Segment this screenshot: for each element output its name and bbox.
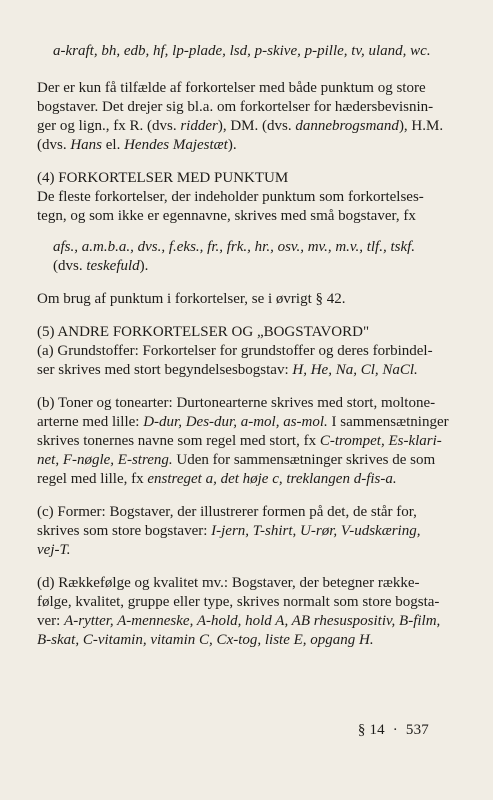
- cross-reference: Om brug af punktum i forkortelser, se i øvrigt § 42.: [37, 291, 346, 307]
- section-5: [37, 323, 465, 650]
- text-line: ser skrives med stort begyndelsesbogstav: H, He, Na, Cl, NaCl.: [37, 362, 418, 378]
- text-line: De fleste forkortelser, der indeholder punktum som forkortelses-: [37, 189, 424, 205]
- text-line: ger og lign., fx R. (dvs. ridder), DM. (dvs. dannebrogsmand), H.M.: [37, 118, 444, 134]
- section-heading: (4) FORKORTELSER MED PUNKTUM: [37, 170, 289, 186]
- text-line: Der er kun få tilfælde af forkortelser med både punktum og store: [37, 80, 426, 96]
- text-line: vej-T.: [37, 542, 71, 558]
- page-footer: [358, 722, 429, 739]
- text-line: (a) Grundstoffer: Forkortelser for grundstoffer og deres forbindel-: [37, 343, 433, 359]
- abbreviation-examples: a-kraft, bh, edb, hf, lp-plade, lsd, p-skive, p-pille, tv, uland, wc.: [53, 43, 431, 59]
- text-line: B-skat, C-vitamin, vitamin C, Cx-tog, liste E, opgang H.: [37, 632, 374, 648]
- example-line: (dvs. teskefuld).: [53, 258, 149, 274]
- text-line: net, F-nøgle, E-streng. Uden for sammensætninger skrives de som: [37, 452, 436, 468]
- section-4: [37, 169, 465, 309]
- text-line: skrives tonernes navne som regel med stort, fx C-trompet, Es-klari-: [37, 433, 442, 449]
- text-line: (dvs. Hans el. Hendes Majestæt).: [37, 137, 237, 153]
- text-line: ver: A-rytter, A-menneske, A-hold, hold A, AB rhesuspositiv, B-film,: [37, 613, 441, 629]
- example-line: afs., a.m.b.a., dvs., f.eks., fr., frk., hr., osv., mv., m.v., tlf., tskf.: [53, 239, 416, 255]
- text-line: bogstaver. Det drejer sig bl.a. om forkortelser for hædersbevisnin-: [37, 99, 434, 115]
- text-line: (c) Former: Bogstaver, der illustrerer formen på det, de står for,: [37, 504, 417, 520]
- paragraph-honors: [37, 79, 465, 155]
- text-line: (d) Rækkefølge og kvalitet mv.: Bogstaver, der betegner række-: [37, 575, 420, 591]
- text-line: skrives som store bogstaver: I-jern, T-shirt, U-rør, V-udskæring,: [37, 523, 421, 539]
- text-line: regel med lille, fx enstreget a, det høje c, treklangen d-fis-a.: [37, 471, 397, 487]
- separator-dot: ·: [392, 722, 398, 738]
- text-line: følge, kvalitet, gruppe eller type, skrives normalt som store bogsta-: [37, 594, 440, 610]
- text-line: (b) Toner og tonearter: Durtonearterne skrives med stort, moltone-: [37, 395, 436, 411]
- page-content: [37, 42, 465, 650]
- page-number: 537: [405, 722, 429, 738]
- section-number: § 14: [357, 722, 385, 738]
- text-line: arterne med lille: D-dur, Des-dur, a-mol, as-mol. I sammensætninger: [37, 414, 449, 430]
- text-line: tegn, og som ikke er egennavne, skrives med små bogstaver, fx: [37, 208, 416, 224]
- section-heading: (5) ANDRE FORKORTELSER OG „BOGSTAVORD": [37, 324, 370, 340]
